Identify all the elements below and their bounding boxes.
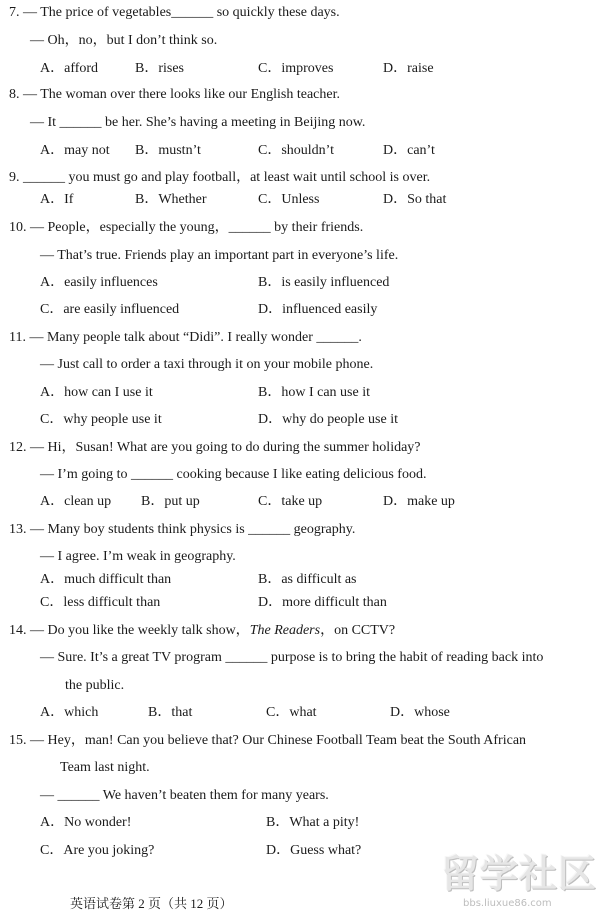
page-footer: 英语试卷第 2 页（共 12 页） — [70, 896, 233, 911]
q13-option-a[interactable]: A．much difficult than — [40, 572, 172, 587]
q8-reply: — It ______ be her. She’s having a meeting in Beijing now. — [30, 115, 366, 130]
q14-option-b[interactable]: B．that — [148, 705, 193, 720]
q14-stem-end: ，on CCTV? — [320, 623, 396, 638]
q11-option-d[interactable]: D．why do people use it — [258, 412, 398, 427]
q7-option-a[interactable]: A．afford — [40, 61, 99, 76]
q14-option-c[interactable]: C．what — [266, 705, 317, 720]
q12-option-c[interactable]: C．take up — [258, 494, 323, 509]
q15-option-a[interactable]: A．No wonder! — [40, 815, 132, 830]
q15-option-c[interactable]: C．Are you joking? — [40, 843, 155, 858]
q10-option-d[interactable]: D．influenced easily — [258, 302, 378, 317]
q9-option-b[interactable]: B．Whether — [135, 192, 207, 207]
q13-stem: 13. — Many boy students think physics is ______ geography. — [9, 522, 356, 537]
q8-option-a[interactable]: A．may not — [40, 143, 110, 158]
q7-option-b[interactable]: B．rises — [135, 61, 184, 76]
q14-reply-continued: the public. — [65, 678, 125, 693]
q15-reply: — ______ We haven’t beaten them for many years. — [40, 788, 329, 803]
q11-option-a[interactable]: A．how can I use it — [40, 385, 153, 400]
q8-option-c[interactable]: C．shouldn’t — [258, 143, 334, 158]
q12-reply: — I’m going to ______ cooking because I like eating delicious food. — [40, 467, 427, 482]
q9-option-a[interactable]: A．If — [40, 192, 74, 207]
q14-reply: — Sure. It’s a great TV program ______ purpose is to bring the habit of reading back into — [40, 650, 544, 665]
q11-reply: — Just call to order a taxi through it on your mobile phone. — [40, 357, 374, 372]
q9-stem: 9. ______ you must go and play football，at least wait until school is over. — [9, 170, 431, 185]
q9-option-c[interactable]: C．Unless — [258, 192, 320, 207]
q7-reply: — Oh，no，but I don’t think so. — [30, 33, 218, 48]
q7-stem: 7. — The price of vegetables______ so quickly these days. — [9, 5, 340, 20]
q12-stem: 12. — Hi，Susan! What are you going to do during the summer holiday? — [9, 440, 421, 455]
q15-option-b[interactable]: B．What a pity! — [266, 815, 360, 830]
q12-option-d[interactable]: D．make up — [383, 494, 455, 509]
watermark-logo — [437, 852, 607, 918]
q8-option-b[interactable]: B．mustn’t — [135, 143, 201, 158]
q10-stem: 10. — People，especially the young，______ by their friends. — [9, 220, 364, 235]
watermark-logo-text: 留学社区 — [441, 852, 598, 896]
q12-option-a[interactable]: A．clean up — [40, 494, 112, 509]
q15-option-d[interactable]: D．Guess what? — [266, 843, 362, 858]
q13-option-c[interactable]: C．less difficult than — [40, 595, 161, 610]
q7-option-d[interactable]: D．raise — [383, 61, 434, 76]
q14-stem-start: 14. — Do you like the weekly talk show， — [9, 623, 250, 638]
q8-stem: 8. — The woman over there looks like our English teacher. — [9, 87, 340, 102]
q14-option-a[interactable]: A．which — [40, 705, 99, 720]
watermark-url: bbs.liuxue86.com — [463, 898, 552, 909]
q9-option-d[interactable]: D．So that — [383, 192, 447, 207]
q14-stem — [9, 622, 395, 640]
q7-option-c[interactable]: C．improves — [258, 61, 334, 76]
q15-stem: 15. — Hey，man! Can you believe that? Our Chinese Football Team beat the South African — [9, 733, 527, 748]
q14-show-title: The Readers — [249, 623, 321, 638]
q12-option-b[interactable]: B．put up — [141, 494, 200, 509]
q11-stem: 11. — Many people talk about “Didi”. I really wonder ______. — [9, 330, 362, 345]
q15-stem-continued: Team last night. — [60, 760, 150, 775]
q13-option-b[interactable]: B．as difficult as — [258, 572, 357, 587]
q10-option-a[interactable]: A．easily influences — [40, 275, 158, 290]
q13-option-d[interactable]: D．more difficult than — [258, 595, 387, 610]
q10-reply: — That’s true. Friends play an important part in everyone’s life. — [40, 248, 399, 263]
q8-option-d[interactable]: D．can’t — [383, 143, 435, 158]
q10-option-c[interactable]: C．are easily influenced — [40, 302, 180, 317]
q13-reply: — I agree. I’m weak in geography. — [40, 549, 236, 564]
q11-option-b[interactable]: B．how I can use it — [258, 385, 370, 400]
q14-option-d[interactable]: D．whose — [390, 705, 450, 720]
q10-option-b[interactable]: B．is easily influenced — [258, 275, 390, 290]
q11-option-c[interactable]: C．why people use it — [40, 412, 162, 427]
